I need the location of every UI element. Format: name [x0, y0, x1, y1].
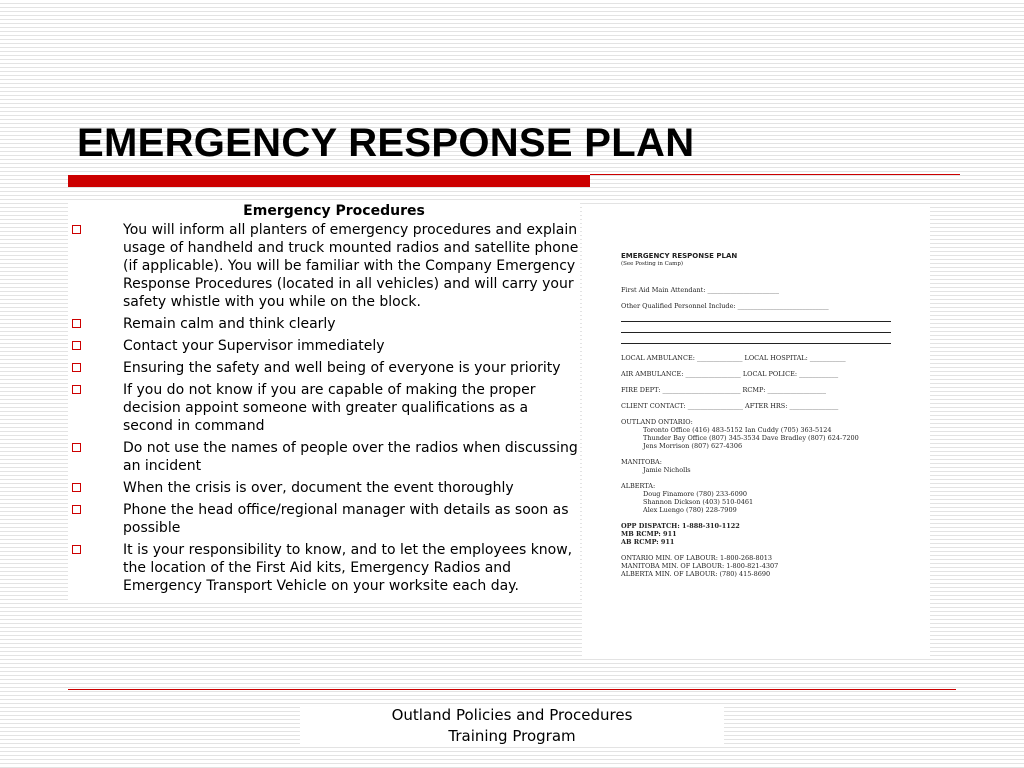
list-item-text: Remain calm and think clearly: [123, 316, 336, 332]
list-item: [68, 439, 580, 475]
footer-divider: [68, 689, 956, 690]
blank-rule: [621, 321, 891, 322]
contact-line: Shannon Dickson (403) 510-0461: [643, 498, 754, 506]
hollow-square-bullet-icon: [72, 443, 81, 452]
hollow-square-bullet-icon: [72, 483, 81, 492]
list-item: [68, 501, 580, 537]
procedures-heading: Emergency Procedures: [243, 203, 425, 219]
local-ambulance-line: LOCAL AMBULANCE: ______________ LOCAL HOSPITAL: ___________: [621, 354, 846, 362]
contact-line: Thunder Bay Office (807) 345-3534 Dave Bradley (807) 624-7200: [643, 434, 859, 442]
labour-alberta-line: ALBERTA MIN. OF LABOUR: (780) 415-8690: [621, 570, 771, 578]
outland-ontario-label: OUTLAND ONTARIO:: [621, 418, 693, 426]
list-item-text: Phone the head office/regional manager with details as soon as possible: [123, 502, 569, 536]
document-body: [621, 252, 893, 578]
list-item-text: If you do not know if you are capable of making the proper decision appoint someone with greater qualifications as a second in command: [123, 382, 536, 434]
other-qualified-line: Other Qualified Personnel Include: ____________________________: [621, 302, 829, 310]
procedures-panel: [68, 202, 580, 603]
hollow-square-bullet-icon: [72, 385, 81, 394]
hollow-square-bullet-icon: [72, 341, 81, 350]
list-item-text: Contact your Supervisor immediately: [123, 338, 385, 354]
labour-manitoba-line: MANITOBA MIN. OF LABOUR: 1-800-821-4307: [621, 562, 779, 570]
list-item: [68, 359, 580, 377]
contact-line: Jens Morrison (807) 627-4306: [643, 442, 743, 450]
contact-line: Jamie Nicholls: [643, 466, 691, 474]
footer-line-1: Outland Policies and Procedures: [391, 706, 633, 724]
list-item: [68, 479, 580, 497]
list-item-text: It is your responsibility to know, and to let the employees know, the location of the First Aid kits, Emergency Radios and Emergency Transport Vehicle on your worksite each day.: [123, 542, 573, 594]
list-item: [68, 541, 580, 595]
footer: [300, 705, 724, 747]
fire-dept-line: FIRE DEPT: ________________________ RCMP: __________________: [621, 386, 826, 394]
blank-rule: [621, 332, 891, 333]
list-item: [68, 315, 580, 333]
mb-rcmp-line: MB RCMP: 911: [621, 530, 677, 538]
footer-line-2: Training Program: [448, 727, 576, 745]
hollow-square-bullet-icon: [72, 545, 81, 554]
contact-line: Alex Luengo (780) 228-7909: [643, 506, 737, 514]
emergency-plan-document-image: [582, 207, 930, 659]
list-item: [68, 337, 580, 355]
hollow-square-bullet-icon: [72, 319, 81, 328]
alberta-label: ALBERTA:: [621, 482, 656, 490]
manitoba-label: MANITOBA:: [621, 458, 662, 466]
list-item-text: You will inform all planters of emergency procedures and explain usage of handheld and truck mounted radios and satellite phone (if applicable). You will be familiar with the Company Emergency Response Procedures (located in all vehicles) and will carry your safety whistle with you while on the block.: [123, 222, 579, 310]
list-item: [68, 221, 580, 311]
list-item-text: When the crisis is over, document the event thoroughly: [123, 480, 514, 496]
hollow-square-bullet-icon: [72, 225, 81, 234]
list-item: [68, 381, 580, 435]
opp-dispatch-line: OPP DISPATCH: 1-888-310-1122: [621, 522, 740, 530]
client-contact-line: CLIENT CONTACT: _________________ AFTER HRS: _______________: [621, 402, 839, 410]
document-title: EMERGENCY RESPONSE PLAN: [621, 252, 738, 260]
labour-ontario-line: ONTARIO MIN. OF LABOUR: 1-800-268-8013: [621, 554, 773, 562]
list-item-text: Ensuring the safety and well being of everyone is your priority: [123, 360, 561, 376]
title-accent-line: [590, 174, 960, 175]
list-item-text: Do not use the names of people over the radios when discussing an incident: [123, 440, 578, 474]
document-subtitle: (See Posting in Camp): [621, 261, 683, 267]
air-ambulance-line: AIR AMBULANCE: _________________ LOCAL POLICE: ____________: [621, 370, 839, 378]
contact-line: Toronto Office (416) 483-5152 Ian Cuddy (705) 363-5124: [643, 426, 832, 434]
title-accent-bar: [68, 175, 590, 187]
blank-rule: [621, 343, 891, 344]
ab-rcmp-line: AB RCMP: 911: [621, 538, 675, 546]
hollow-square-bullet-icon: [72, 505, 81, 514]
procedures-list: [68, 221, 580, 595]
slide-title: EMERGENCY RESPONSE PLAN: [77, 121, 695, 165]
contact-line: Doug Finamore (780) 233-6090: [643, 490, 747, 498]
first-aid-line: First Aid Main Attendant: ______________________: [621, 286, 779, 294]
hollow-square-bullet-icon: [72, 363, 81, 372]
